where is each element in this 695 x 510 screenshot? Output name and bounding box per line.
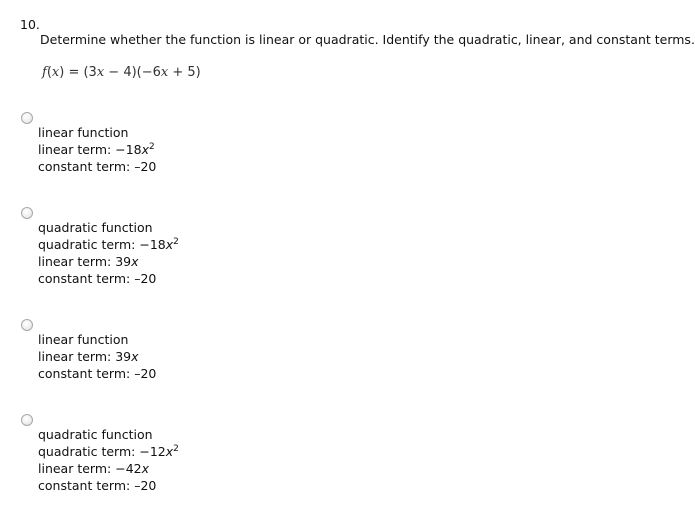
option-term-line: constant term: –20 [38, 271, 157, 286]
option-term-line: linear term: 39x [38, 254, 139, 269]
option-type-label: quadratic function [38, 427, 153, 442]
option-term-line: linear term: −42x [38, 461, 150, 476]
option-term-line: constant term: –20 [38, 478, 157, 493]
option-term-line: constant term: –20 [38, 366, 157, 381]
function-formula: f(x) = (3x − 4)(−6x + 5) [42, 65, 201, 80]
answer-option-4-radio[interactable] [21, 414, 33, 426]
option-term-line: linear term: 39x [38, 349, 139, 364]
option-term-line: linear term: $-18x^2$ [38, 142, 155, 157]
option-term-line: quadratic term: $-18x^2$ [38, 237, 179, 252]
option-type-label: quadratic function [38, 220, 153, 235]
question-prompt: Determine whether the function is linear or quadratic. Identify the quadratic, linear, and constant terms. [40, 32, 695, 47]
question-number: 10. [20, 17, 40, 32]
answer-option-1-radio[interactable] [21, 112, 33, 124]
option-type-label: linear function [38, 125, 129, 140]
option-term-line: quadratic term: $-12x^2$ [38, 444, 179, 459]
option-term-line: constant term: –20 [38, 159, 157, 174]
answer-option-3-radio[interactable] [21, 319, 33, 331]
answer-option-2-radio[interactable] [21, 207, 33, 219]
option-type-label: linear function [38, 332, 129, 347]
